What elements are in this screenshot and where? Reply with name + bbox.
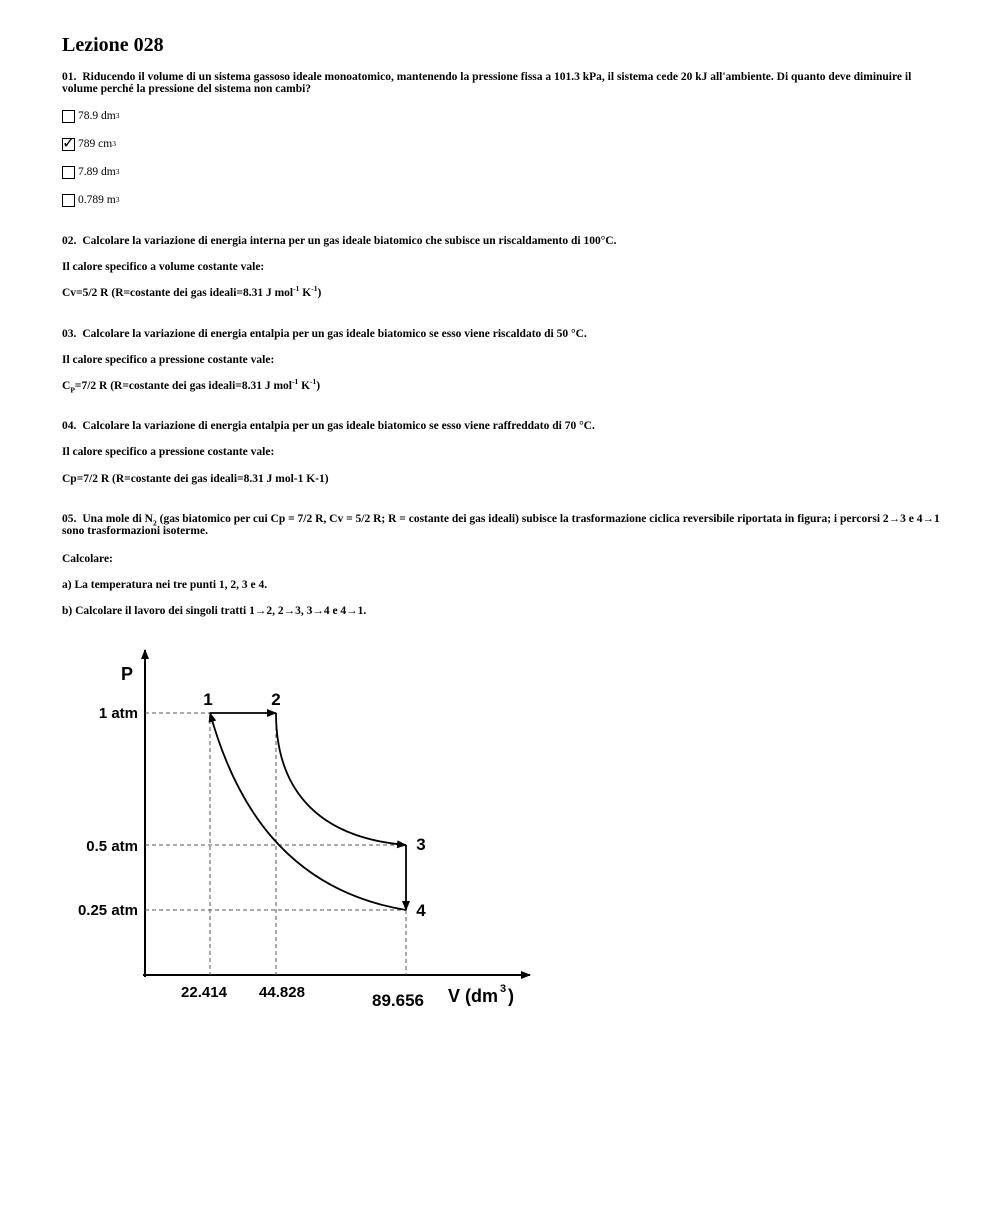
option-value: 7.89 dm (78, 166, 116, 178)
formula-text: =7/2 R (R=costante dei gas ideali=8.31 J mol (74, 380, 292, 392)
checkbox-checked[interactable] (62, 132, 76, 152)
question-number: 05. (62, 513, 77, 525)
formula-text: Cv=5/2 R (R=costante dei gas ideali=8.31 J mol (62, 287, 294, 299)
question-01 (62, 71, 942, 95)
option-value: 0.789 m (78, 194, 116, 206)
question-03-formula (62, 377, 942, 395)
answer-option-1[interactable]: 78.9 dm 3 (62, 108, 119, 124)
question-05-b: b) Calcolare il lavoro dei singoli tratti 1→2, 2→3, 3→4 e 4→1. (62, 605, 367, 617)
x-axis-label-sup: 3 (500, 983, 507, 995)
path-2-3 (276, 713, 406, 845)
question-text: Riducendo il volume di un sistema gassoso ideale monoatomico, mantenendo la pressione fissa a 101.3 kPa, il sistema cede 20 kJ all'ambiente. Di quanto deve diminuire il volume perché la pressione del sistema non cambi? (62, 71, 912, 95)
formula-sup: -1 (291, 377, 299, 387)
page-title: Lezione 028 (62, 34, 164, 56)
question-03 (62, 328, 942, 340)
checkbox[interactable] (62, 166, 75, 179)
checkbox[interactable] (62, 194, 75, 207)
answer-option-4[interactable]: 0.789 m 3 (62, 192, 119, 208)
x-tick-label: 22.414 (181, 984, 227, 1001)
question-02 (62, 235, 942, 247)
y-tick-label: 0.5 atm (86, 838, 138, 855)
question-02-line2: Il calore specifico a volume costante vale: (62, 261, 265, 273)
x-axis-label-close: ) (508, 986, 514, 1006)
formula-text: K (298, 380, 311, 392)
question-04-line2: Il calore specifico a pressione costante vale: (62, 446, 275, 458)
answer-option-2[interactable]: ✓ 789 cm 3 (62, 132, 116, 152)
y-axis-label: P (120, 664, 134, 684)
option-value: 789 cm (78, 138, 113, 150)
point-label-2: 2 (271, 690, 281, 709)
y-tick-label: 1 atm (98, 705, 138, 722)
question-text: Calcolare la variazione di energia interna per un gas ideale biatomico che subisce un riscaldamento di 100°C. (82, 235, 617, 247)
question-02-formula (62, 284, 942, 299)
question-04-formula: Cp=7/2 R (R=costante dei gas ideali=8.31 J mol-1 K-1) (62, 473, 329, 485)
answer-option-3[interactable]: 7.89 dm 3 (62, 164, 119, 180)
question-03-line2: Il calore specifico a pressione costante vale: (62, 354, 275, 366)
option-value: 78.9 dm (78, 110, 116, 122)
formula-text: C (62, 380, 71, 392)
point-label-4: 4 (416, 901, 426, 920)
formula-sup: -1 (293, 284, 300, 294)
y-tick-label: 0.25 atm (77, 902, 138, 919)
x-tick-label: 44.828 (259, 984, 305, 1001)
checkbox[interactable] (62, 110, 75, 123)
path-4-1 (210, 713, 406, 910)
question-text: (gas biatomico per cui Cp = 7/2 R, Cv = 5/2 R; R = costante dei gas ideali) subisce la trasformazione ciclica reversibile riportata in figura; i percorsi 2→3 e 4→1 sono trasformazioni isoterme. (62, 513, 940, 537)
question-05-calc: Calcolare: (62, 553, 113, 565)
formula-text: ) (316, 380, 321, 392)
question-sub: 2 (152, 518, 157, 528)
x-axis-label: V (dm (448, 986, 499, 1006)
question-number: 02. (62, 235, 77, 247)
formula-text: K (299, 287, 312, 299)
formula-sup: -1 (310, 377, 317, 387)
question-text: Una mole di N (82, 513, 153, 525)
checkmark-icon: ✓ (62, 132, 76, 152)
question-number: 04. (62, 420, 77, 432)
point-label-1: 1 (203, 690, 213, 709)
question-text: Calcolare la variazione di energia entalpia per un gas ideale biatomico se esso viene riscaldato di 50 °C. (82, 328, 587, 340)
point-label-3: 3 (416, 835, 426, 854)
question-text: Calcolare la variazione di energia entalpia per un gas ideale biatomico se esso viene raffreddato di 70 °C. (82, 420, 595, 432)
question-number: 01. (62, 71, 77, 83)
question-05-a: a) La temperatura nei tre punti 1, 2, 3 e 4. (62, 579, 268, 591)
formula-sup: -1 (311, 284, 318, 294)
x-tick-label: 89.656 (372, 991, 424, 1010)
question-05 (62, 513, 942, 537)
formula-sub: P (70, 385, 75, 395)
formula-text: ) (317, 287, 322, 299)
question-number: 03. (62, 328, 77, 340)
question-04 (62, 420, 942, 432)
